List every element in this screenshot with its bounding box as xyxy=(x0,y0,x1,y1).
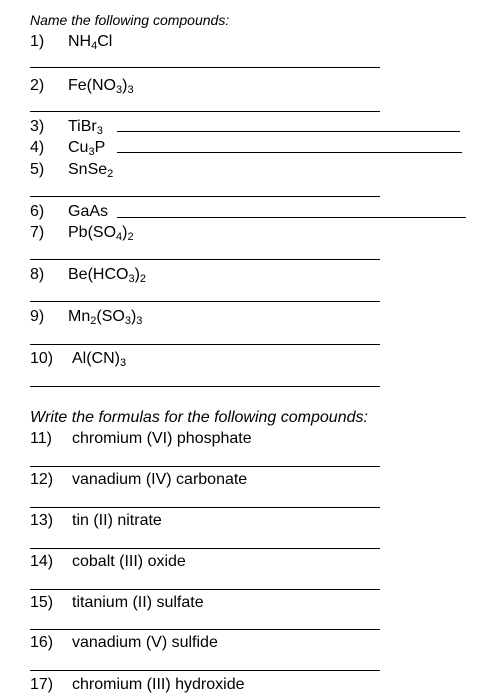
item-1-number: 1) xyxy=(30,33,45,50)
formula-text: TiBr xyxy=(68,118,97,135)
item-11-name: chromium (VI) phosphate xyxy=(72,430,252,447)
item-5-number: 5) xyxy=(30,161,45,178)
item-12-name: vanadium (IV) carbonate xyxy=(72,471,248,488)
item-9-formula xyxy=(68,308,142,326)
answer-line-8[interactable] xyxy=(30,301,380,302)
formula-subscript: 3 xyxy=(128,273,135,285)
item-8-formula xyxy=(68,266,146,284)
answer-line-9[interactable] xyxy=(30,344,380,345)
answer-line-1[interactable] xyxy=(30,67,380,68)
answer-line-16[interactable] xyxy=(30,670,380,671)
item-14-number: 14) xyxy=(30,553,54,570)
section2-heading: Write the formulas for the following compounds: xyxy=(30,409,368,426)
formula-text: P xyxy=(94,139,106,156)
formula-text: Fe(NO xyxy=(68,77,116,94)
answer-line-7[interactable] xyxy=(30,259,380,260)
formula-text: Be(HCO xyxy=(68,266,129,283)
item-13-number: 13) xyxy=(30,512,54,529)
answer-line-15[interactable] xyxy=(30,629,380,630)
formula-subscript: 3 xyxy=(120,357,127,369)
formula-subscript: 3 xyxy=(136,315,143,327)
formula-text: Pb(SO xyxy=(68,224,117,241)
item-9-number: 9) xyxy=(30,308,45,325)
answer-line-10[interactable] xyxy=(30,386,380,387)
item-11-number: 11) xyxy=(30,430,52,447)
item-16-name: vanadium (V) sulfide xyxy=(72,634,218,651)
item-10-number: 10) xyxy=(30,350,54,367)
item-14-name: cobalt (III) oxide xyxy=(72,553,186,570)
item-1-formula xyxy=(68,33,112,51)
formula-subscript: 2 xyxy=(127,231,134,243)
formula-text: (SO xyxy=(96,308,125,325)
item-17-number: 17) xyxy=(30,676,54,693)
formula-subscript: 2 xyxy=(90,315,97,327)
formula-text: ) xyxy=(134,266,140,283)
answer-line-5[interactable] xyxy=(30,196,380,197)
formula-text: Cl xyxy=(97,33,113,50)
formula-text: Mn xyxy=(68,308,91,325)
item-7-number: 7) xyxy=(30,224,45,241)
formula-text: ) xyxy=(122,224,128,241)
item-2-formula xyxy=(68,77,134,95)
formula-subscript: 2 xyxy=(139,273,147,285)
formula-text: NH xyxy=(68,33,92,50)
item-12-number: 12) xyxy=(30,471,54,488)
item-4-number: 4) xyxy=(30,139,45,156)
item-8-number: 8) xyxy=(30,266,45,283)
formula-subscript: 3 xyxy=(96,125,103,137)
formula-text: ) xyxy=(130,308,137,325)
item-10-formula xyxy=(72,350,126,368)
item-2-number: 2) xyxy=(30,77,45,94)
item-6-number: 6) xyxy=(30,203,45,220)
item-15-name: titanium (II) sulfate xyxy=(72,594,204,611)
item-16-number: 16) xyxy=(30,634,54,651)
item-6-formula xyxy=(68,203,108,221)
formula-subscript: 3 xyxy=(88,146,95,158)
item-17-name: chromium (III) hydroxide xyxy=(72,676,245,693)
formula-subscript: 3 xyxy=(127,84,134,96)
answer-line-13[interactable] xyxy=(30,548,380,549)
answer-line-11[interactable] xyxy=(30,466,380,467)
item-5-formula xyxy=(68,161,113,179)
formula-subscript: 3 xyxy=(124,315,131,327)
item-3-formula xyxy=(68,118,103,136)
answer-line-3[interactable] xyxy=(117,131,460,132)
answer-line-4[interactable] xyxy=(117,152,462,153)
answer-line-2[interactable] xyxy=(30,111,380,112)
formula-text: GaAs xyxy=(68,203,109,220)
formula-subscript: 2 xyxy=(107,168,114,180)
formula-subscript: 4 xyxy=(91,40,98,52)
item-15-number: 15) xyxy=(30,594,54,611)
answer-line-12[interactable] xyxy=(30,507,380,508)
answer-line-14[interactable] xyxy=(30,589,380,590)
formula-text: ) xyxy=(122,77,128,94)
formula-text: Cu xyxy=(68,139,89,156)
item-7-formula xyxy=(68,224,134,242)
item-13-name: tin (II) nitrate xyxy=(72,512,162,529)
answer-line-6[interactable] xyxy=(117,217,466,218)
item-4-formula xyxy=(68,139,105,157)
formula-text: Al(CN) xyxy=(72,350,120,367)
formula-subscript: 4 xyxy=(116,231,123,243)
formula-text: SnSe xyxy=(68,161,108,178)
section1-heading: Name the following compounds: xyxy=(30,12,230,28)
item-3-number: 3) xyxy=(30,118,45,135)
formula-subscript: 3 xyxy=(116,84,123,96)
